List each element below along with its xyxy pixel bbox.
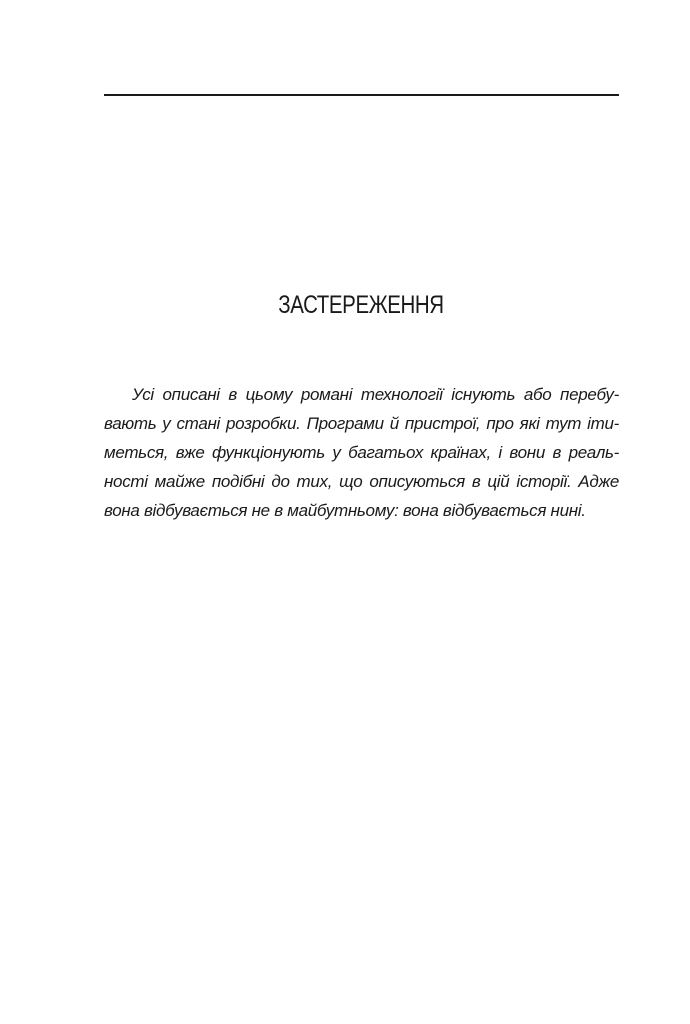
paragraph-line: вають у стані розробки. Програми й пристрої, про які тут іти- (104, 414, 619, 433)
disclaimer-paragraph (104, 380, 619, 525)
paragraph-line: ності майже подібні до тих, що описуються в цій історії. Адже (104, 472, 619, 491)
paragraph-line: Усі описані в цьому романі технології існують або перебу- (132, 385, 619, 404)
paragraph-line: меться, вже функціонують у багатьох країнах, і вони в реаль- (104, 443, 619, 462)
header-rule (104, 94, 619, 96)
page-title: ЗАСТЕРЕЖЕННЯ (278, 291, 444, 319)
paragraph-line: вона відбувається не в майбутньому: вона відбувається нині. (104, 501, 586, 520)
